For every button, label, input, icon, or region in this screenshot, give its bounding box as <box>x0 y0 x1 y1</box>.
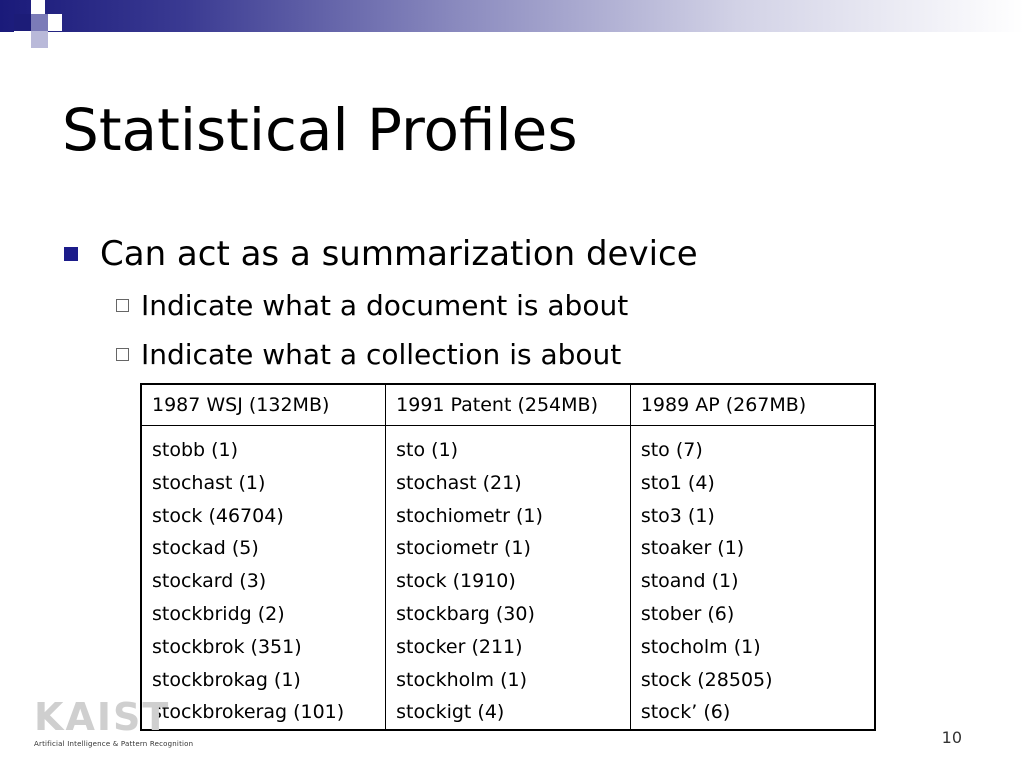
term-entry: stockad (5) <box>152 537 259 560</box>
decorative-square <box>31 14 48 31</box>
term-entry: stock (46704) <box>152 504 284 527</box>
hollow-square-bullet-icon <box>116 348 129 361</box>
bullet-sub-collection <box>116 334 621 374</box>
term-entry: stockigt (4) <box>396 701 505 724</box>
table-header-row <box>141 384 875 426</box>
term-entry: stockbridg (2) <box>152 602 285 625</box>
column-header: 1989 AP (267MB) <box>630 384 875 426</box>
term-entry: stockard (3) <box>152 570 267 593</box>
kaist-logo <box>34 695 194 750</box>
term-entry: sto (7) <box>640 439 703 461</box>
term-entry: stockholm (1) <box>396 668 527 691</box>
bullet-main <box>62 232 698 276</box>
term-entry: sto3 (1) <box>640 504 715 527</box>
term-entry: stochast (21) <box>396 471 522 494</box>
table-cell-patent <box>386 426 631 731</box>
page-number: 10 <box>941 728 962 747</box>
term-entry: stochiometr (1) <box>396 504 543 527</box>
logo-wordmark: KAIST <box>34 695 171 739</box>
bullet-sub-text: Indicate what a collection is about <box>141 337 622 371</box>
term-entry: stockbrok (351) <box>152 635 302 658</box>
term-entry: sto1 (4) <box>640 471 715 494</box>
term-entry: stock (28505) <box>640 668 773 691</box>
header-gradient-band <box>0 0 1024 32</box>
term-entry: stoaker (1) <box>640 537 745 560</box>
term-entry: stochast (1) <box>152 471 266 494</box>
decorative-square <box>31 31 48 48</box>
table-cell-ap <box>630 426 875 731</box>
decorative-square <box>48 14 62 31</box>
decorative-square <box>31 0 45 14</box>
term-entry: stockbrokag (1) <box>152 668 301 691</box>
term-entry: stock (1910) <box>396 570 516 593</box>
bullet-main-text: Can act as a summarization device <box>100 234 698 274</box>
term-entry: stobb (1) <box>152 439 239 461</box>
logo-subtitle: Artificial Intelligence & Pattern Recognition <box>34 740 194 748</box>
decorative-square <box>14 14 31 31</box>
table-row <box>141 426 875 731</box>
term-entry: stober (6) <box>640 602 735 625</box>
term-entry: sto (1) <box>396 439 459 461</box>
term-entry: stock’ (6) <box>640 701 731 724</box>
bullet-sub-document <box>116 285 628 325</box>
column-header: 1987 WSJ (132MB) <box>141 384 386 426</box>
table-cell-wsj <box>141 426 386 731</box>
term-entry: stockbarg (30) <box>396 602 535 625</box>
square-bullet-icon <box>64 247 78 261</box>
term-entry: stocholm (1) <box>640 635 761 658</box>
term-entry: stockbrokerag (101) <box>152 701 345 724</box>
term-entry: stocker (211) <box>396 635 523 658</box>
bullet-sub-text: Indicate what a document is about <box>141 288 629 322</box>
term-entry: stoand (1) <box>640 570 739 593</box>
term-frequency-table <box>140 383 876 731</box>
decorative-square <box>14 31 31 48</box>
slide-title: Statistical Profiles <box>62 96 578 164</box>
column-header: 1991 Patent (254MB) <box>386 384 631 426</box>
term-entry: stociometr (1) <box>396 537 531 560</box>
hollow-square-bullet-icon <box>116 299 129 312</box>
